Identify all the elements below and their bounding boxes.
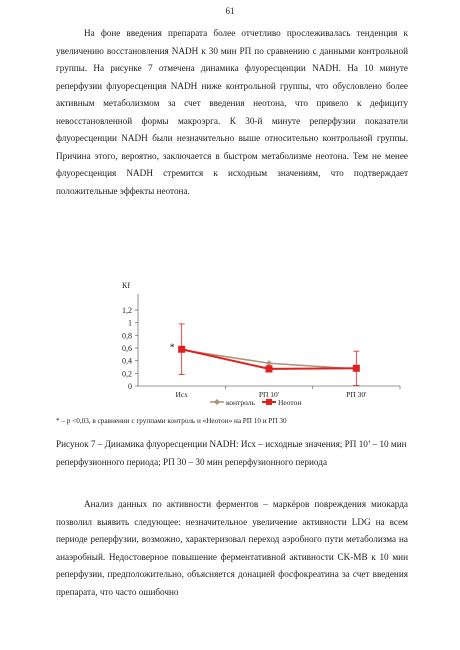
y-tick-label: 0 [128, 382, 132, 391]
y-axis-title: Кf [122, 281, 130, 290]
data-point-control [266, 360, 272, 366]
x-tick-label: Исх [175, 390, 188, 399]
chart-footnote: * – р <0,03, в сравнении с группами контроль и «Неотон» на РП 10 и РП 30 [56, 417, 287, 425]
paragraph-nadh-dynamics: На фоне введения препарата более отчетливо прослеживалась тенденция к увеличению восстановления NADH к 30 мин РП по сравнению с данными контрольной группы. На рисунке 7 отмечена динамика флуоресценции NADH. На 10 минуте реперфузии флуоресценция NADH ниже контрольной группы, что обусловлено более активным метаболизмом за счет введения неотона, что привело к дефициту невосстановленной формы макроэрга. К 30-й минуте реперфузии показатели флуоресценции NADH были незначительно выше относительно контрольной группы. Причина этого, вероятно, заключается в быстром метаболизме неотона. Тем не менее флуоресценция NADH стремится к исходным значениям, что подтверждает положительные эффекты неотона. [56, 28, 408, 196]
y-tick-label: 1,2 [122, 306, 132, 315]
y-tick-label: 0,2 [122, 369, 132, 379]
figure-caption: Рисунок 7 – Динамика флуоресценции NADH: Исх – исходные значения; РП 10’ – 10 мин реперфузионного периода; РП 30 – 30 мин реперфузионного периода [56, 439, 407, 467]
y-tick-label: 1 [128, 318, 132, 328]
data-point-neoton [353, 365, 360, 372]
x-tick-label: РП 30' [346, 390, 367, 399]
paragraph-enzyme-analysis: Анализ данных по активности ферментов – маркёров повреждения миокарда позволил выявить следующее: незначительное увеличение активности LDG на всем периоде реперфузии, возможно, характеризовал переход аэробного пути метаболизма на анаэробный. Недостоверное повышение ферментативной активности CK-MB к 10 мин реперфузии, предположительно, объясняется донацией фосфокреатина за счет введения препарата, что часто ошибочно [56, 499, 408, 597]
y-tick-label: 0,4 [122, 356, 132, 366]
legend-marker-control [214, 399, 220, 405]
data-point-neoton [178, 346, 185, 353]
y-tick-label: 0,8 [122, 331, 132, 341]
legend-marker-neoton [266, 399, 272, 405]
chart-svg [80, 278, 420, 413]
legend-label: контроль [226, 398, 255, 407]
legend-label: Неотон [278, 398, 302, 407]
nadh-fluorescence-chart [80, 278, 420, 413]
data-point-neoton [266, 365, 273, 372]
page-number: 61 [225, 6, 235, 16]
significance-asterisk: * [169, 342, 175, 354]
y-tick-label: 0,6 [122, 344, 132, 353]
x-tick-label: РП 10' [258, 390, 280, 399]
